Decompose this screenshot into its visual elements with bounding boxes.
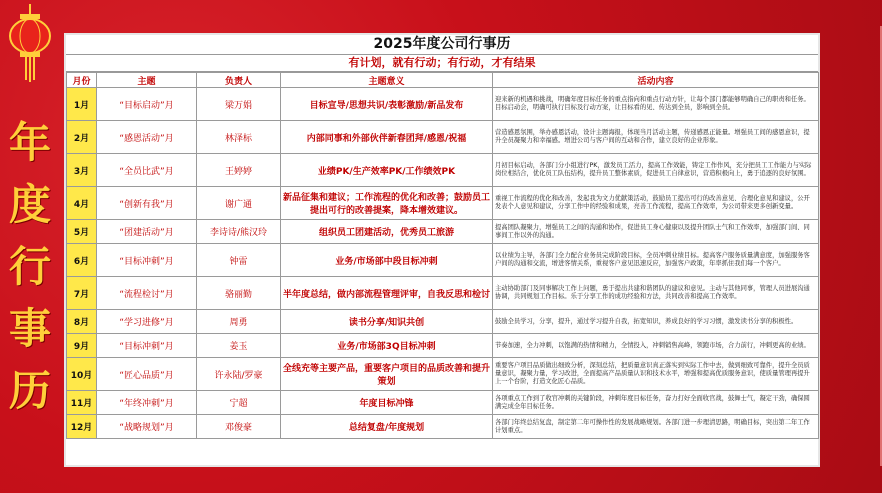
- cell-owner: 梁万娟: [197, 88, 281, 121]
- cell-theme: “匠心品质”月: [97, 358, 197, 391]
- cell-owner: 许永陆/罗豪: [197, 358, 281, 391]
- cell-meaning: 新品征集和建议；工作流程的优化和改善；鼓励员工提出可行的改善提案，降本增效建议。: [281, 187, 493, 220]
- cell-content: 主动协助部门及同事解决工作上问题，勇于提出共建和谐团队的建议和意见。主动与其他同事，管理人员进展沟通协调，共同规划工作目标。乐于分享工作的成功经验和方法，共同改善和提高工作效率。: [493, 277, 819, 310]
- cell-theme: “感恩活动”月: [97, 121, 197, 154]
- table-row: [67, 244, 819, 277]
- vertical-title-char: 度: [8, 180, 51, 229]
- cell-theme: “流程检讨”月: [97, 277, 197, 310]
- cell-theme: “团建活动”月: [97, 220, 197, 244]
- cell-meaning: 全线充等主要产品，重要客户项目的品质改善和提升策划: [281, 358, 493, 391]
- header-theme: 主题: [97, 73, 197, 88]
- calendar-table: [66, 72, 819, 439]
- cell-content: 以业绩为主导，各部门全力配合业务员完成阶段目标，全员冲刺业绩目标。提高客户服务质量满意度，加强服务客户间的沟通和交流，增进客情关系，重视客户意见迅速反应，加强客户政策，年率抓住我们每一个客户。: [493, 244, 819, 277]
- cell-content: 鼓励全员学习，分享，提升，通过学习提升自我，拓宽知识，养成良好的学习习惯，激发读书分享的积极性。: [493, 310, 819, 334]
- calendar-panel: [64, 33, 820, 467]
- cell-meaning: 业务/市场部3Q目标冲刺: [281, 334, 493, 358]
- cell-meaning: 年度目标冲锋: [281, 391, 493, 415]
- cell-month: 3月: [67, 154, 97, 187]
- cell-owner: 王婷婷: [197, 154, 281, 187]
- cell-theme: “年终冲刺”月: [97, 391, 197, 415]
- cell-content: 提高团队凝聚力，增强员工之间的沟通和协作，促进员工身心健康以及提升团队士气和工作效率，加强部门间、同事间工作以外的沟通。: [493, 220, 819, 244]
- cell-theme: “学习进修”月: [97, 310, 197, 334]
- header-content: 活动内容: [493, 73, 819, 88]
- table-row: [67, 334, 819, 358]
- cell-owner: 邓俊豪: [197, 415, 281, 439]
- table-row: [67, 391, 819, 415]
- cell-owner: 林泽标: [197, 121, 281, 154]
- vertical-title-char: 年: [8, 118, 51, 167]
- table-row: [67, 88, 819, 121]
- table-row: [67, 220, 819, 244]
- cell-month: 2月: [67, 121, 97, 154]
- cell-month: 12月: [67, 415, 97, 439]
- cell-month: 6月: [67, 244, 97, 277]
- cell-content: 重要客户项目品质做出细致分析，深刻总结，把质量意识真正落实到实际工作中去，做到细致可靠件，提升全员质量意识，凝聚力量，学习改进，全面提高产品质量认识和技术水平，增强和提高优质服务意识，使质量管理再提升上一个台阶，打造文化匠心品质。: [493, 358, 819, 391]
- cell-meaning: 业绩PK/生产效率PK/工作绩效PK: [281, 154, 493, 187]
- cell-theme: “目标冲刺”月: [97, 334, 197, 358]
- cell-owner: 李诗诗/熊汉玲: [197, 220, 281, 244]
- vertical-title: [8, 112, 52, 422]
- cell-theme: “全员比武”月: [97, 154, 197, 187]
- cell-month: 10月: [67, 358, 97, 391]
- table-row: [67, 121, 819, 154]
- cell-owner: 姜玉: [197, 334, 281, 358]
- cell-month: 5月: [67, 220, 97, 244]
- cell-theme: “创新有我”月: [97, 187, 197, 220]
- cell-content: 月初目标启动，各部门分小组进行PK，激发员工活力，提高工作效能，铸定工作作风，充分把员工工作能力与实际岗位相结合，优化员工队伍结构，提升员工整体素质，促进员工自律意识，营造积极向上，勇于追逐的良好氛围。: [493, 154, 819, 187]
- cell-theme: “目标冲刺”月: [97, 244, 197, 277]
- cell-meaning: 业务/市场部中段目标冲刺: [281, 244, 493, 277]
- table-row: [67, 154, 819, 187]
- cell-content: 重视工作流程的优化和改善，发起我为文力优献策活动，鼓励员工提出可行的改善意见、合理化意见和建议，公开发表个人意见和建议，分享工作中的经验和成果，亮善工作流程，提高工作效率，为公司带来更多创新变量。: [493, 187, 819, 220]
- table-row: [67, 415, 819, 439]
- cell-content: 各项重点工作到了收官冲刺的关键阶段，冲刺年度目标任务，奋力打好全面收官战，鼓舞士气，凝定干劲，确保圆满完成全年目标任务。: [493, 391, 819, 415]
- cell-meaning: 组织员工团建活动，优秀员工旅游: [281, 220, 493, 244]
- cell-owner: 钟雷: [197, 244, 281, 277]
- cell-meaning: 内部同事和外部伙伴新春团拜/感恩/祝福: [281, 121, 493, 154]
- cell-owner: 谢广通: [197, 187, 281, 220]
- vertical-title-char: 历: [8, 366, 51, 415]
- cell-owner: 周勇: [197, 310, 281, 334]
- cell-owner: 骆丽勤: [197, 277, 281, 310]
- cell-month: 11月: [67, 391, 97, 415]
- cell-meaning: 读书分享/知识共创: [281, 310, 493, 334]
- cell-month: 8月: [67, 310, 97, 334]
- cell-content: 营造感恩氛围，举办感恩活动，设计主题海报，体现当月活动主题，传递感恩正能量。增强员工间的感恩意识，提升全员凝聚力和幸福感。增进公司与客户间的互动和合作，建立良好的企业形象。: [493, 121, 819, 154]
- vertical-title-char: 行: [8, 242, 51, 291]
- lantern-decoration-icon: [2, 4, 58, 84]
- table-row: [67, 358, 819, 391]
- header-meaning: 主题意义: [281, 73, 493, 88]
- cell-month: 1月: [67, 88, 97, 121]
- header-owner: 负责人: [197, 73, 281, 88]
- cell-month: 4月: [67, 187, 97, 220]
- table-header-row: [67, 73, 819, 88]
- cell-content: 各部门年终总结复盘，制定第二年可操作性的发展战略规划。各部门进一步理清思路，明确目标，突出第二年工作计划重点。: [493, 415, 819, 439]
- table-row: [67, 310, 819, 334]
- cell-theme: “目标启动”月: [97, 88, 197, 121]
- calendar-title: 2025年度公司行事历: [66, 35, 818, 55]
- cell-theme: “战略规划”月: [97, 415, 197, 439]
- table-row: [67, 277, 819, 310]
- cell-content: 迎来新的机遇和挑战，明确年度目标任务的重点指向和重点行动方针，让每个部门都能够明确自己的职责和任务。目标启动会，明确可执行目标及行动方案，让目标看的见、传达到全员，影响到全员。: [493, 88, 819, 121]
- calendar-subtitle: 有计划，就有行动；有行动，才有结果: [66, 55, 818, 72]
- vertical-title-char: 事: [8, 304, 51, 353]
- cell-owner: 宁超: [197, 391, 281, 415]
- cell-month: 9月: [67, 334, 97, 358]
- table-row: [67, 187, 819, 220]
- cell-content: 节奏加速，全力冲刺，以饱满的热情和精力，全情投入，冲刺销售高峰，领跑市场，合力前行，冲刺更高的业绩。: [493, 334, 819, 358]
- cell-meaning: 总结复盘/年度规划: [281, 415, 493, 439]
- cell-month: 7月: [67, 277, 97, 310]
- header-month: 月份: [67, 73, 97, 88]
- cell-meaning: 目标宣导/思想共识/表彰激励/新品发布: [281, 88, 493, 121]
- cell-meaning: 半年度总结，做内部流程管理评审，自我反思和检讨: [281, 277, 493, 310]
